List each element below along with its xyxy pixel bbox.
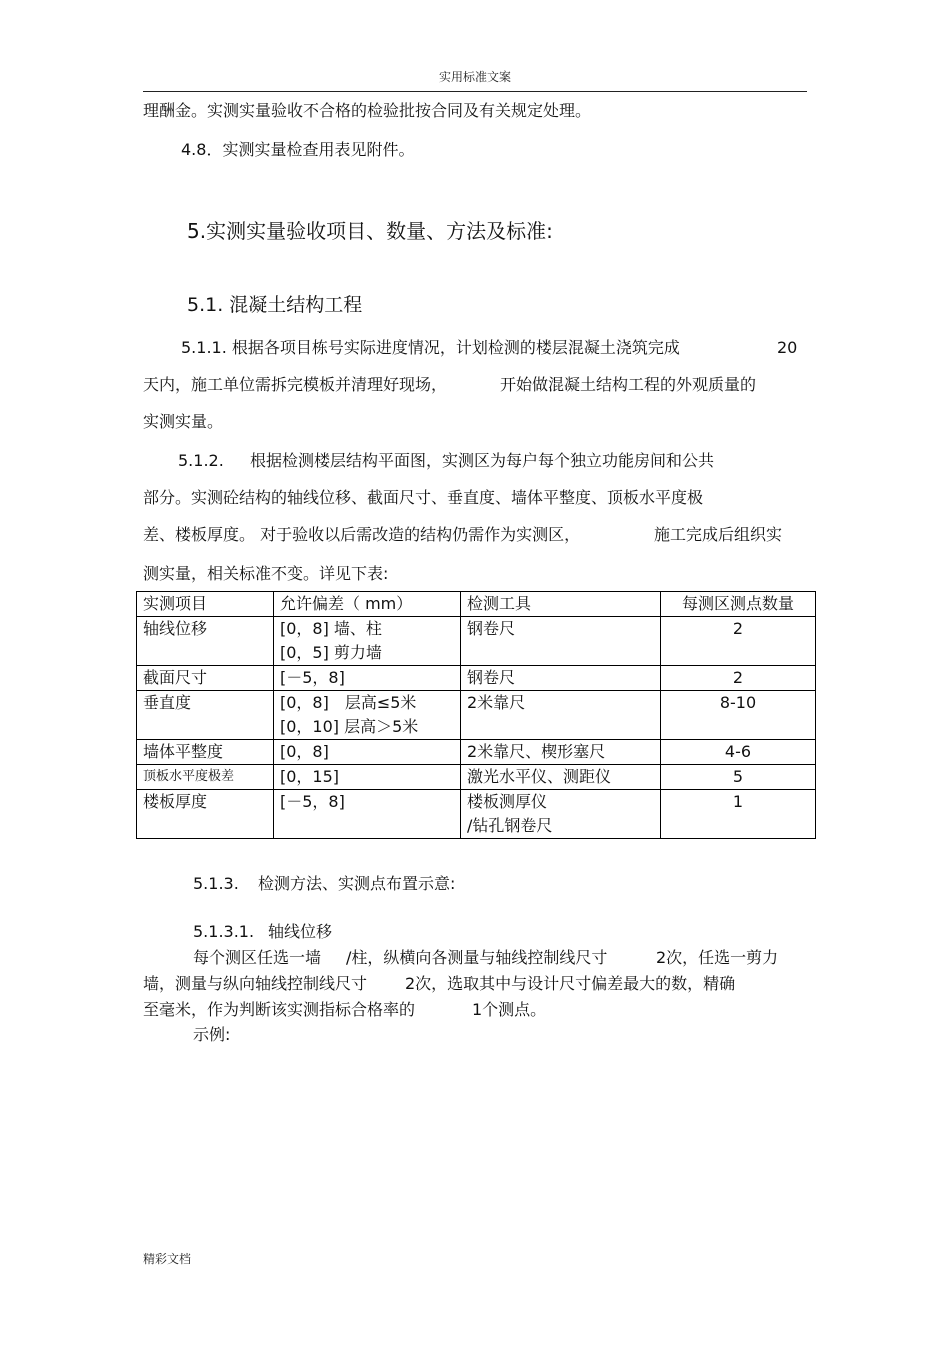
tolerance-line: [－5，8] [280,792,345,811]
table-row [137,691,816,740]
table-header-row [137,592,816,617]
tolerance-cell [274,765,461,790]
tolerance-cell [274,740,461,765]
tolerance-cell [274,790,461,839]
table-row [137,790,816,839]
text-line: 施工完成后组织实 [654,525,783,544]
paragraph-4-8: 4.8．实测实量检查用表见附件。 [181,140,415,159]
tolerance-line: [0，8] 层高≤5米 [280,693,417,712]
text-line: 5.1.2. [178,451,224,470]
count-cell: 1 [661,790,816,839]
inspection-table [136,591,816,839]
table-row [137,617,816,666]
table-header-cell: 每测区测点数量 [661,592,816,617]
tool-cell [461,765,661,790]
count-cell: 2 [661,617,816,666]
table-header-cell: 实测项目 [137,592,274,617]
count-cell: 5 [661,765,816,790]
text-line: 实测实量。 [143,412,224,431]
header-rule [143,91,807,92]
tolerance-line: [－5，8] [280,668,345,687]
text-line: 5.1.3. [193,874,239,893]
text-line: 检测方法、实测点布置示意: [258,874,456,893]
text-line: 墙，测量与纵向轴线控制线尺寸 [143,974,368,993]
page-header-title: 实用标准文案 [438,70,511,84]
text-line: 部分。实测砼结构的轴线位移、截面尺寸、垂直度、墙体平整度、顶板水平度极 [143,488,704,507]
count-cell: 8-10 [661,691,816,740]
text-line: 5.1.3.1. [193,922,255,941]
text-line: 每个测区任选一墙 [193,948,322,967]
text-line: 20 [777,338,798,357]
text-line: 至毫米，作为判断该实测指标合格率的 [143,1000,416,1019]
item-cell: 楼板厚度 [137,790,274,839]
text-line: 差、楼板厚度。 对于验收以后需改造的结构仍需作为实测区， [143,525,581,544]
tool-cell [461,666,661,691]
tolerance-cell [274,666,461,691]
text-line: 2次，选取其中与设计尺寸偏差最大的数，精确 [405,974,736,993]
tolerance-line: [0，10] 层高＞5米 [280,717,419,736]
text-line: 开始做混凝土结构工程的外观质量的 [500,375,757,394]
item-cell: 截面尺寸 [137,666,274,691]
item-cell: 垂直度 [137,691,274,740]
example-label: 示例: [193,1025,231,1044]
tool-line: /钻孔钢卷尺 [467,816,553,835]
section-5-heading: 5.实测实量验收项目、数量、方法及标准: [187,219,553,243]
tool-cell [461,740,661,765]
text-line: 1个测点。 [472,1000,547,1019]
count-cell: 4-6 [661,740,816,765]
text-line: 轴线位移 [268,922,333,941]
text-line: 5.1.1. 根据各项目栋号实际进度情况，计划检测的楼层混凝土浇筑完成 [181,338,680,357]
tool-line: 2米靠尺 [467,693,526,712]
text-line: 测实量，相关标准不变。详见下表: [143,564,389,583]
tolerance-line: [0，8] [280,742,329,761]
table-row [137,666,816,691]
tolerance-line: [0，15] [280,767,340,786]
section-5-1-heading: 5.1. 混凝土结构工程 [187,294,363,316]
tolerance-cell [274,617,461,666]
table-row [137,765,816,790]
tolerance-line: [0，8] 墙、柱 [280,619,382,638]
paragraph-continuation: 理酬金。实测实量验收不合格的检验批按合同及有关规定处理。 [143,101,592,120]
tolerance-cell [274,691,461,740]
table-row [137,740,816,765]
item-cell: 轴线位移 [137,617,274,666]
tool-cell [461,617,661,666]
tool-line: 钢卷尺 [467,668,516,687]
count-cell: 2 [661,666,816,691]
text-line: 根据检测楼层结构平面图，实测区为每户每个独立功能房间和公共 [250,451,715,470]
table-header-cell: 允许偏差（ mm） [274,592,461,617]
item-cell: 墙体平整度 [137,740,274,765]
tool-line: 激光水平仪、测距仪 [467,767,612,786]
item-cell: 顶板水平度极差 [137,765,274,790]
tool-line: 楼板测厚仪 [467,792,548,811]
page-footer: 精彩文档 [143,1252,192,1266]
text-line: /柱，纵横向各测量与轴线控制线尺寸 [346,948,608,967]
text-line: 天内，施工单位需拆完模板并清理好现场， [143,375,448,394]
tool-cell [461,691,661,740]
tool-line: 钢卷尺 [467,619,516,638]
tolerance-line: [0，5] 剪力墙 [280,643,382,662]
tool-cell [461,790,661,839]
tool-line: 2米靠尺、楔形塞尺 [467,742,606,761]
text-line: 2次，任选一剪力 [656,948,779,967]
table-header-cell: 检测工具 [461,592,661,617]
